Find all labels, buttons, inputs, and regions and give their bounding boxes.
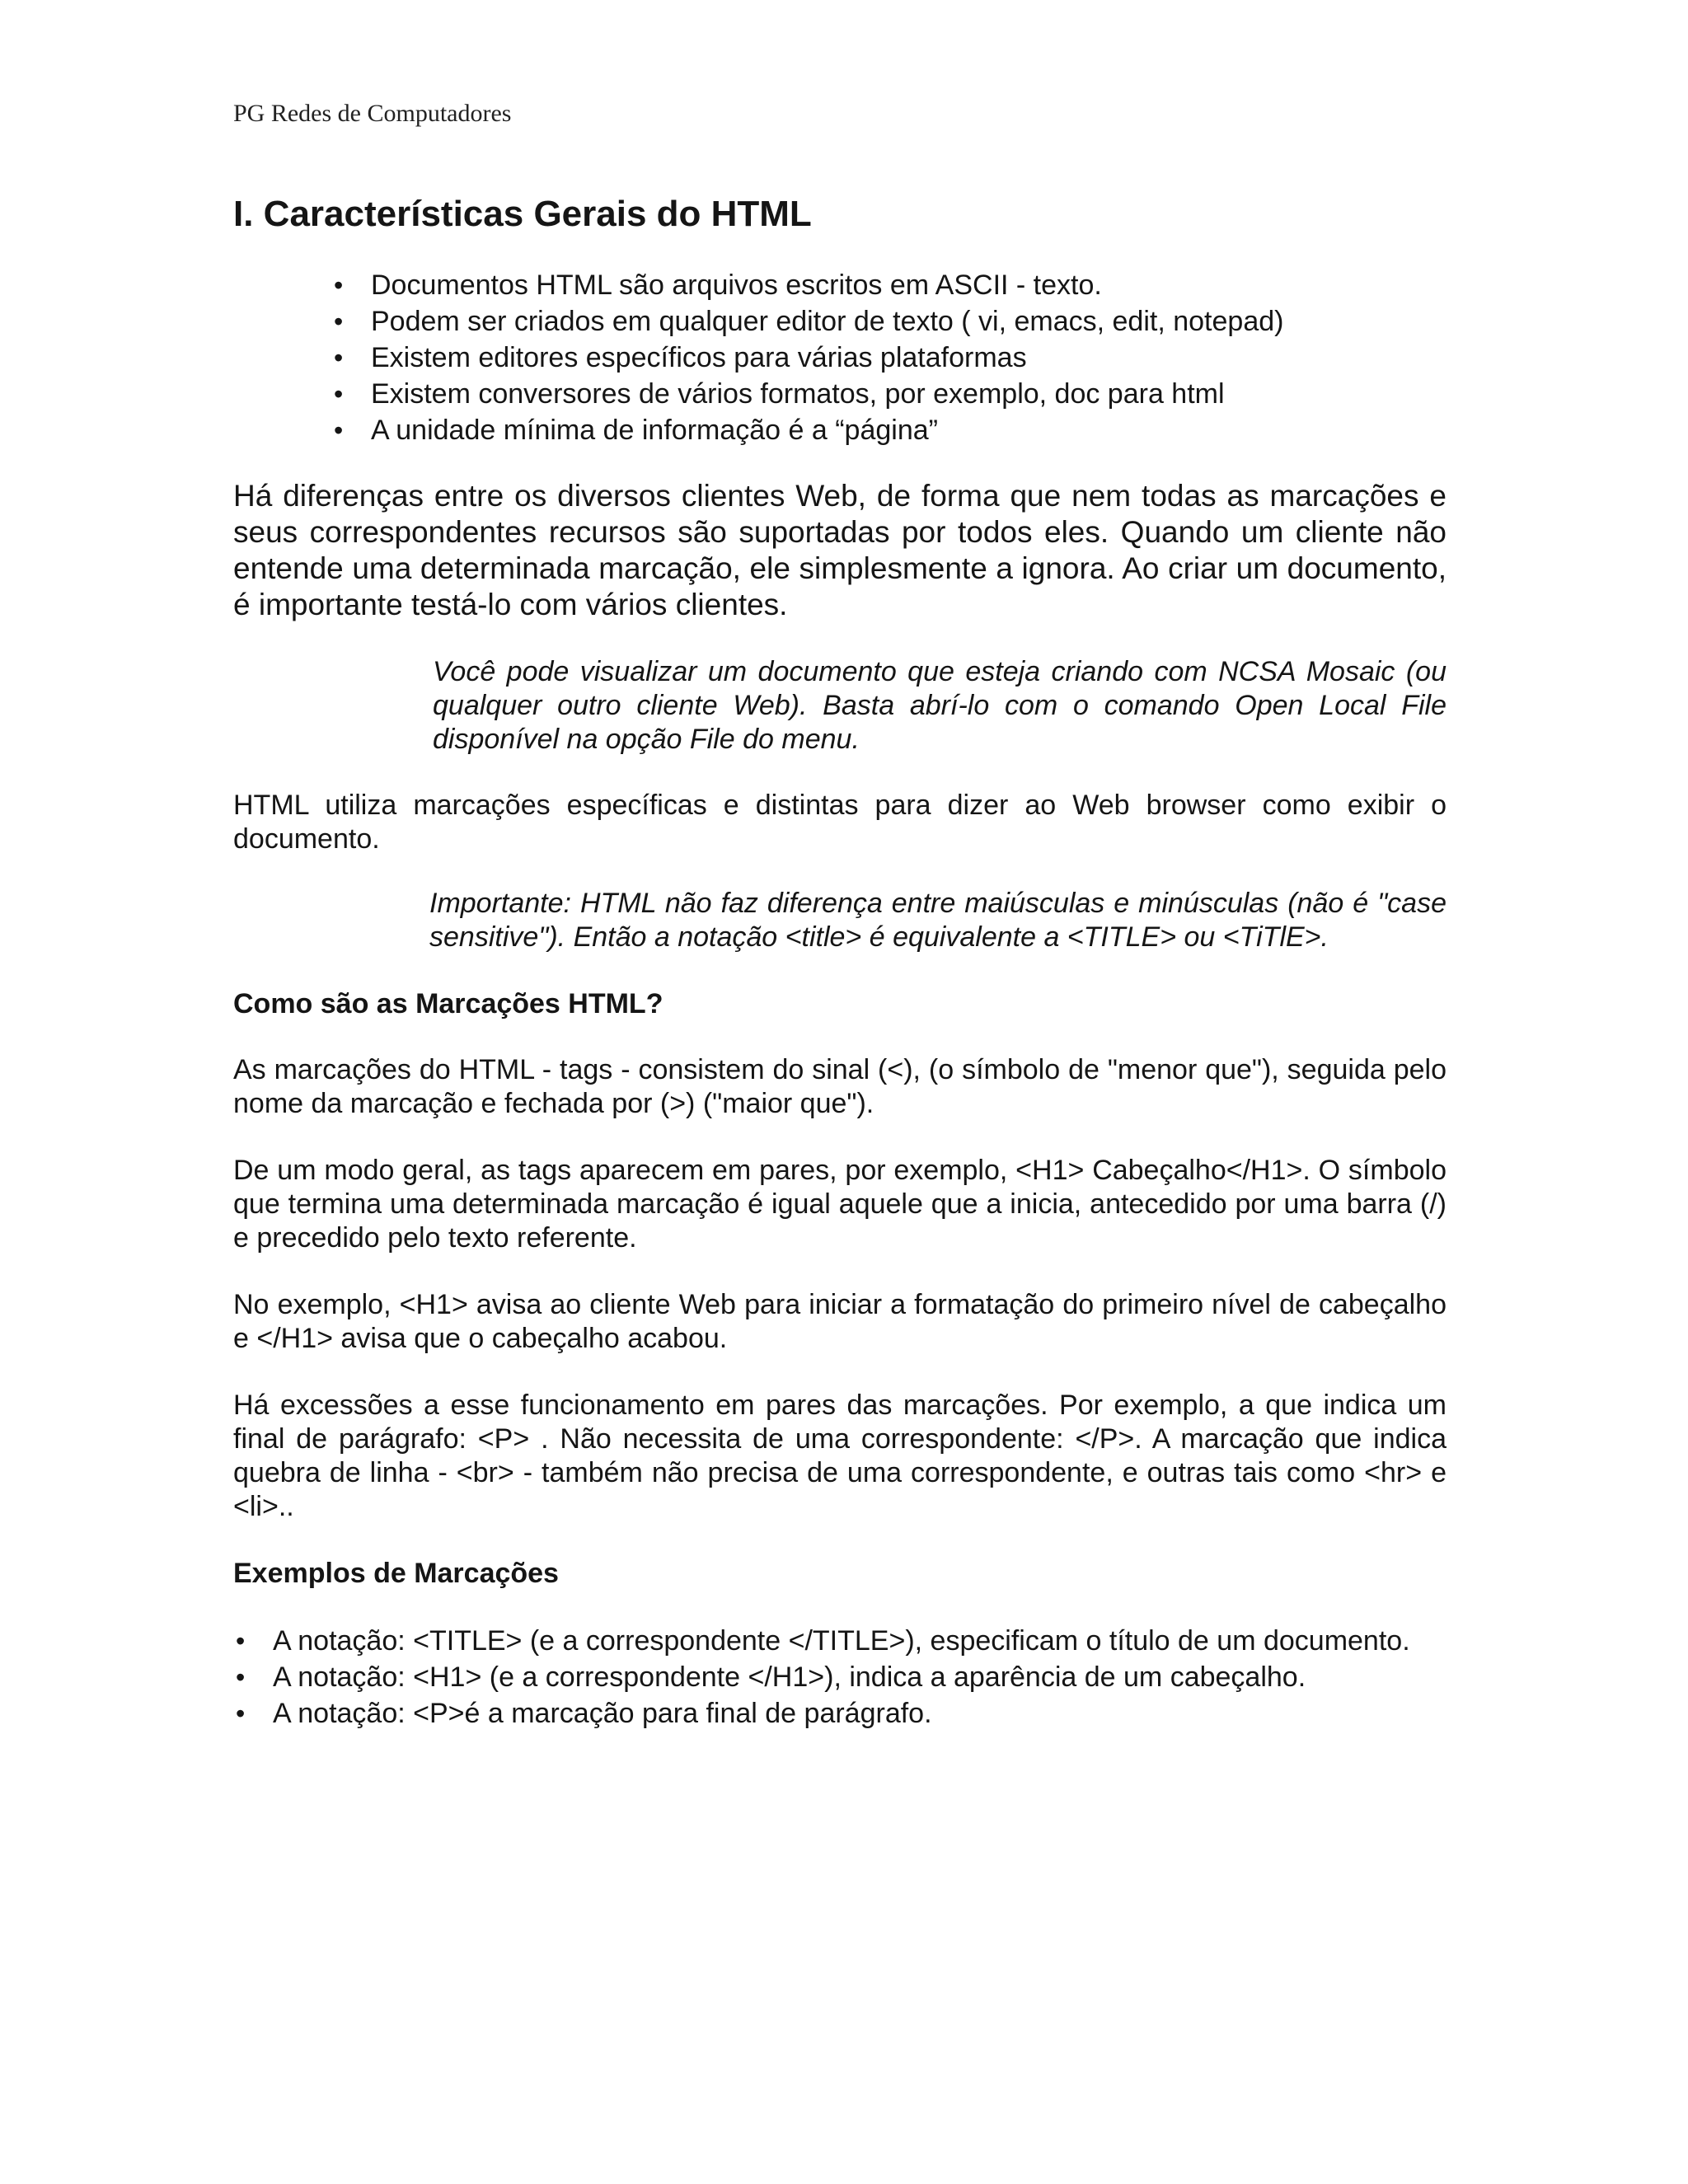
- list-item: • Existem editores específicos para várias plataformas: [371, 340, 1447, 376]
- mosaic-note: Você pode visualizar um documento que esteja criando com NCSA Mosaic (ou qualquer outro cliente Web). Basta abrí-lo com o comando Open Local File disponível na opção File do menu.: [433, 656, 1447, 755]
- list-item: • A unidade mínima de informação é a “página”: [371, 412, 1447, 448]
- list-item: • A notação: <TITLE> (e a correspondente </TITLE>), especificam o título de um documento.: [273, 1623, 1447, 1659]
- markup-paragraph-3: No exemplo, <H1> avisa ao cliente Web para iniciar a formatação do primeiro nível de cabeçalho e </H1> avisa que o cabeçalho acabou.: [233, 1289, 1447, 1354]
- markup-paragraph-1: As marcações do HTML - tags - consistem do sinal (<), (o símbolo de "menor que"), seguida pelo nome da marcação e fechada por (>) ("maior que").: [233, 1054, 1447, 1119]
- markup-paragraph: HTML utiliza marcações específicas e distintas para dizer ao Web browser como exibir o documento.: [233, 790, 1447, 855]
- list-item: • Podem ser criados em qualquer editor de texto ( vi, emacs, edit, notepad): [371, 303, 1447, 340]
- examples-list: [233, 1623, 1447, 1732]
- markup-paragraph-4: Há excessões a esse funcionamento em pares das marcações. Por exemplo, a que indica um final de parágrafo: <P> . Não necessita de uma correspondente: </P>. A marcação que indica quebra de linha - <br> - também não precisa de uma correspondente, e outras tais como <hr> e <li>..: [233, 1390, 1447, 1522]
- list-item: • Existem conversores de vários formatos, por exemplo, doc para html: [371, 376, 1447, 412]
- running-header: PG Redes de Computadores: [233, 100, 512, 127]
- list-item: • Documentos HTML são arquivos escritos em ASCII - texto.: [371, 267, 1447, 303]
- intro-paragraph: Há diferenças entre os diversos clientes Web, de forma que nem todas as marcações e seus correspondentes recursos são suportadas por todos eles. Quando um cliente não entende uma determinada marcação, ele simplesmente a ignora. Ao criar um documento, é importante testá-lo com vários clientes.: [233, 479, 1447, 621]
- list-item: • A notação: <P>é a marcação para final de parágrafo.: [273, 1695, 1447, 1732]
- markup-paragraph-2: De um modo geral, as tags aparecem em pares, por exemplo, <H1> Cabeçalho</H1>. O símbolo que termina uma determinada marcação é igual aquele que a inicia, antecedido por uma barra (/) e precedido pelo texto referente.: [233, 1155, 1447, 1254]
- markup-heading: Como são as Marcações HTML?: [233, 988, 663, 1019]
- page-content: [233, 191, 1447, 1732]
- list-item: • A notação: <H1> (e a correspondente </H1>), indica a aparência de um cabeçalho.: [273, 1659, 1447, 1695]
- section-title: I. Características Gerais do HTML: [233, 194, 812, 234]
- feature-list: [233, 267, 1447, 448]
- case-sensitivity-note: Importante: HTML não faz diferença entre maiúsculas e minúsculas (não é "case sensitive"). Então a notação <title> é equivalente a <TITLE> ou <TiTlE>.: [429, 888, 1447, 953]
- examples-heading: Exemplos de Marcações: [233, 1558, 559, 1589]
